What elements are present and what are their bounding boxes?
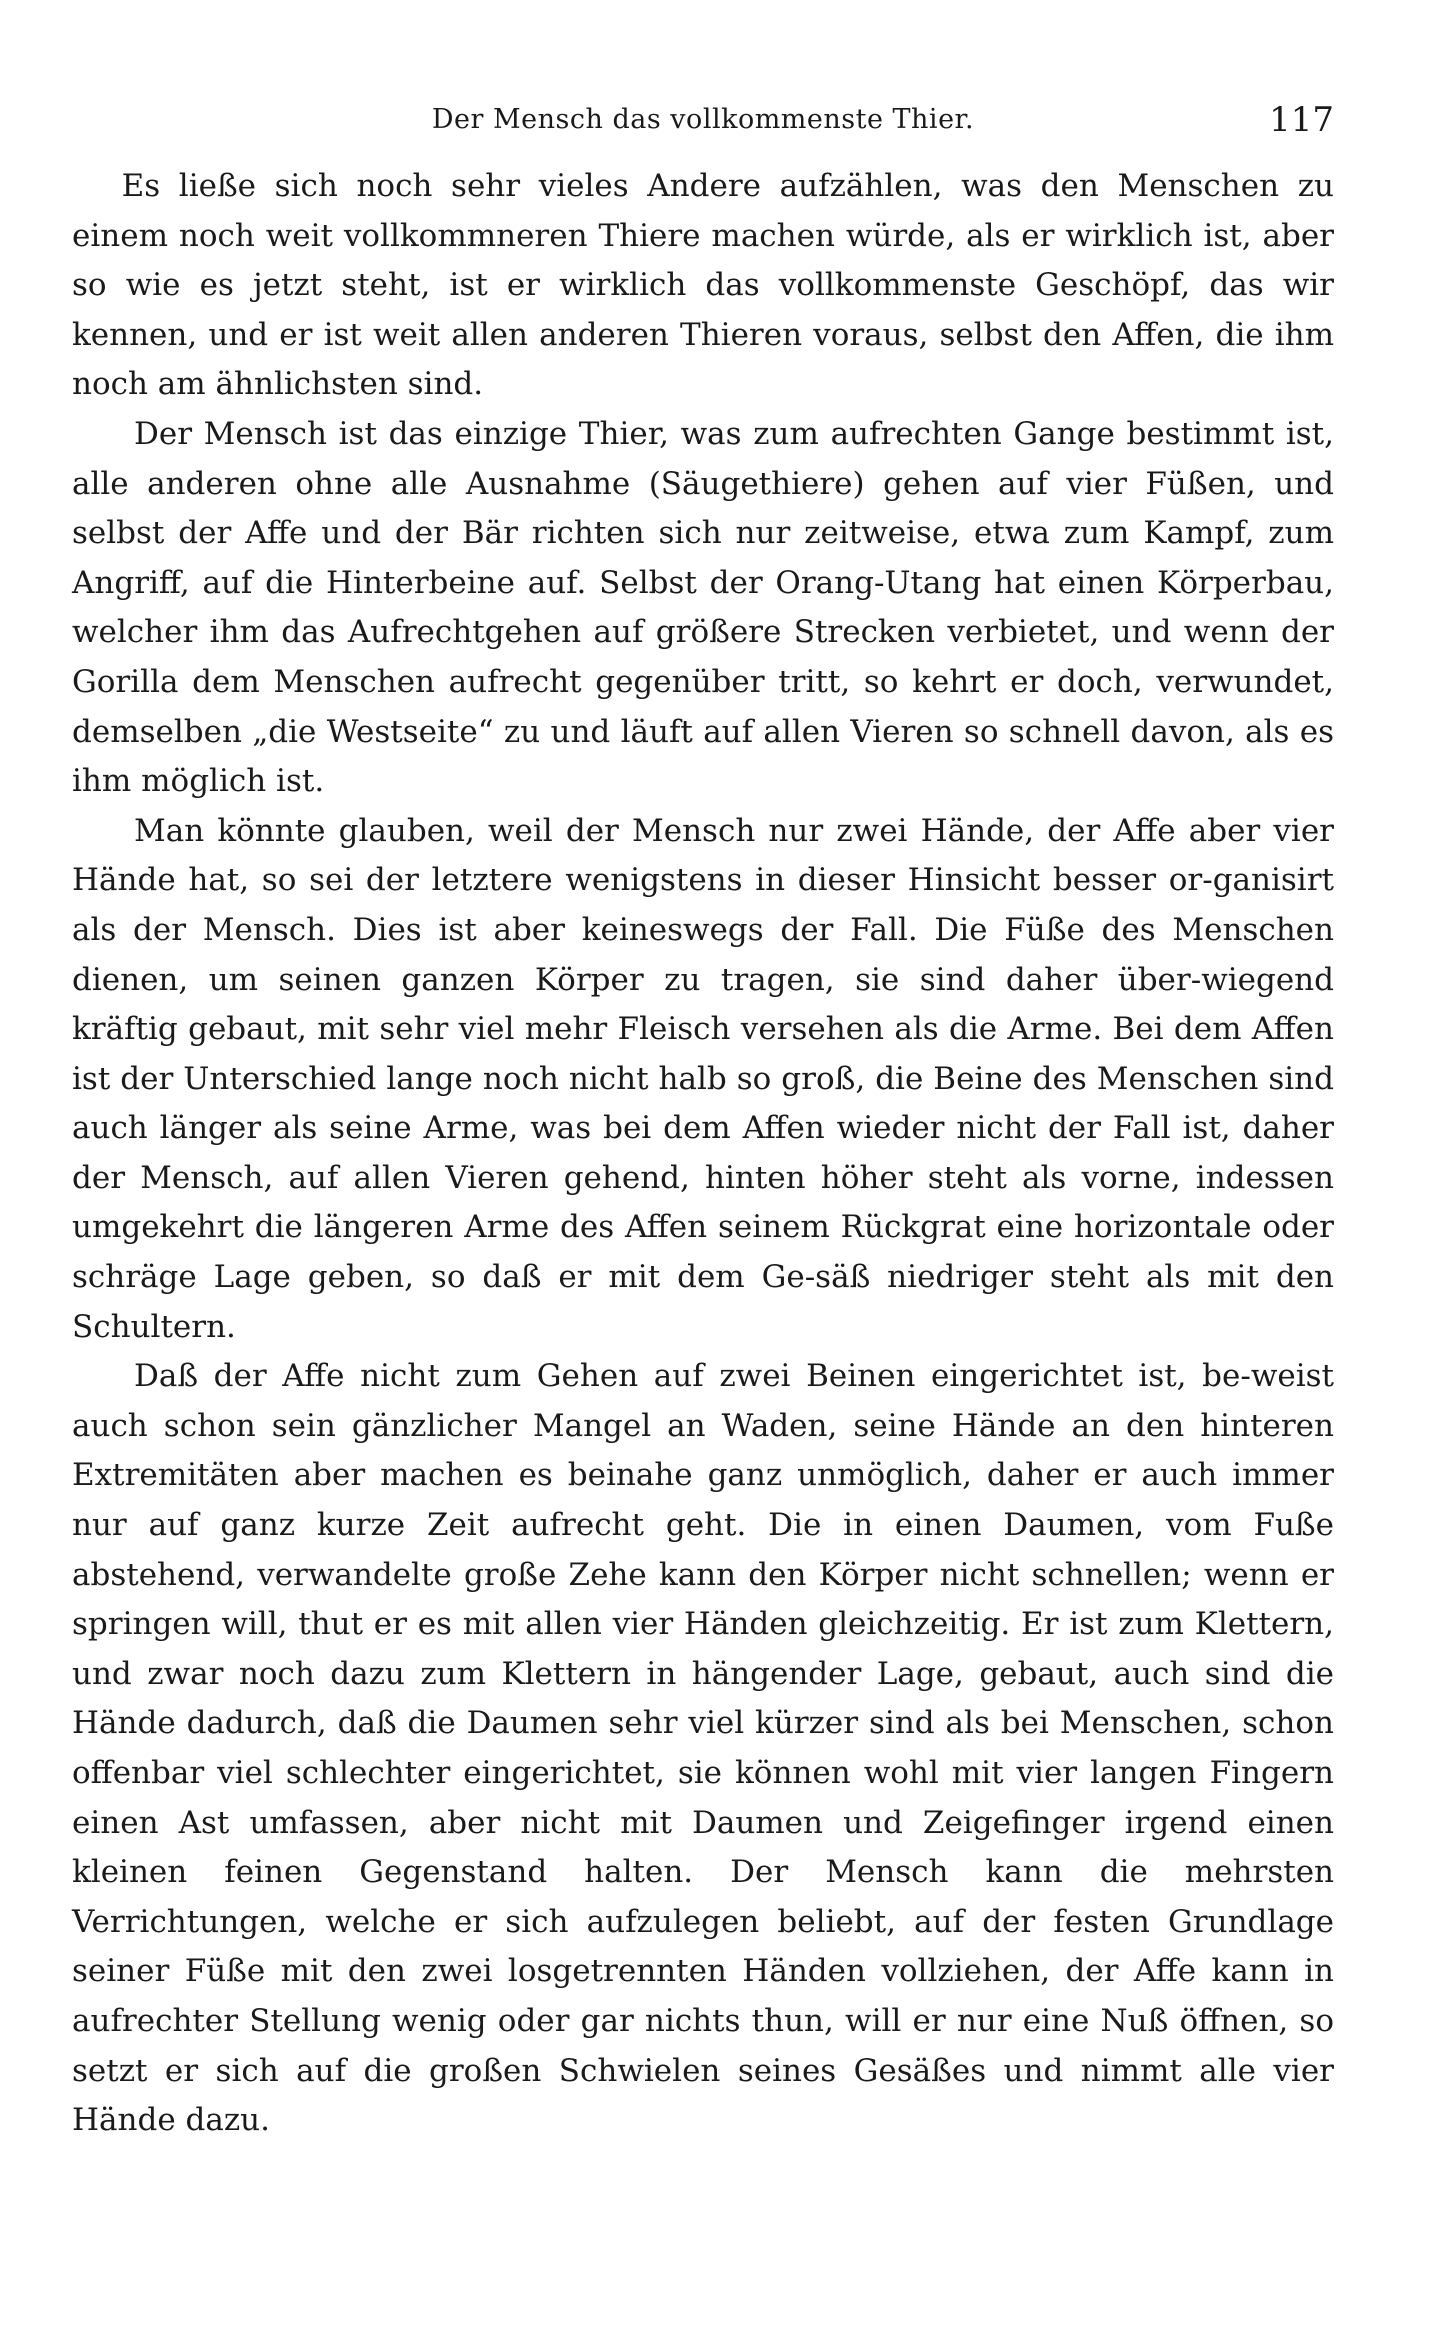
running-head (72, 96, 1334, 144)
paragraph-4: Daß der Affe nicht zum Gehen auf zwei Beinen eingerichtet ist, be-weist auch schon sein gänzlicher Mangel an Waden, seine Hände an den hinteren Extremitäten aber machen es beinahe ganz unmöglich, daher er auch immer nur auf ganz kurze Zeit aufrecht geht. Die in einen Daumen, vom Fuße abstehend, verwandelte große Zehe kann den Körper nicht schnellen; wenn er springen will, thut er es mit allen vier Händen gleichzeitig. Er ist zum Klettern, und zwar noch dazu zum Klettern in hängender Lage, gebaut, auch sind die Hände dadurch, daß die Daumen sehr viel kürzer sind als bei Menschen, schon offenbar viel schlechter eingerichtet, sie können wohl mit vier langen Fingern einen Ast umfassen, aber nicht mit Daumen und Zeigefinger irgend einen kleinen feinen Gegenstand halten. Der Mensch kann die mehrsten Verrichtungen, welche er sich aufzulegen beliebt, auf der festen Grundlage seiner Füße mit den zwei losgetrennten Händen vollziehen, der Affe kann in aufrechter Stellung wenig oder gar nichts thun, will er nur eine Nuß öffnen, so setzt er sich auf die großen Schwielen seines Gesäßes und nimmt alle vier Hände dazu. (72, 1358, 1334, 2139)
running-title: Der Mensch das vollkommenste Thier. (431, 104, 975, 135)
paragraph-1: Es ließe sich noch sehr vieles Andere aufzählen, was den Menschen zu einem noch weit vollkommneren Thiere machen würde, als er wirklich ist, aber so wie es jetzt steht, ist er wirklich das vollkommenste Geschöpf, das wir kennen, und er ist weit allen anderen Thieren voraus, selbst den Affen, die ihm noch am ähnlichsten sind. (72, 168, 1334, 403)
page-number: 117 (1269, 100, 1334, 140)
paragraph-3: Man könnte glauben, weil der Mensch nur zwei Hände, der Affe aber vier Hände hat, so sei der letztere wenigstens in dieser Hinsicht besser or-ganisirt als der Mensch. Dies ist aber keineswegs der Fall. Die Füße des Menschen dienen, um seinen ganzen Körper zu tragen, sie sind daher über-wiegend kräftig gebaut, mit sehr viel mehr Fleisch versehen als die Arme. Bei dem Affen ist der Unterschied lange noch nicht halb so groß, die Beine des Menschen sind auch länger als seine Arme, was bei dem Affen wieder nicht der Fall ist, daher der Mensch, auf allen Vieren gehend, hinten höher steht als vorne, indessen umgekehrt die längeren Arme des Affen seinem Rückgrat eine horizontale oder schräge Lage geben, so daß er mit dem Ge-säß niedriger steht als mit den Schultern. (72, 812, 1334, 1345)
body-text (72, 162, 1334, 2146)
paragraph-2: Der Mensch ist das einzige Thier, was zum aufrechten Gange bestimmt ist, alle anderen ohne alle Ausnahme (Säugethiere) gehen auf vier Füßen, und selbst der Affe und der Bär richten sich nur zeitweise, etwa zum Kampf, zum Angriff, auf die Hinterbeine auf. Selbst der Orang-Utang hat einen Körperbau, welcher ihm das Aufrechtgehen auf größere Strecken verbietet, und wenn der Gorilla dem Menschen aufrecht gegenüber tritt, so kehrt er doch, verwundet, demselben „die Westseite“ zu und läuft auf allen Vieren so schnell davon, als es ihm möglich ist. (72, 415, 1334, 800)
